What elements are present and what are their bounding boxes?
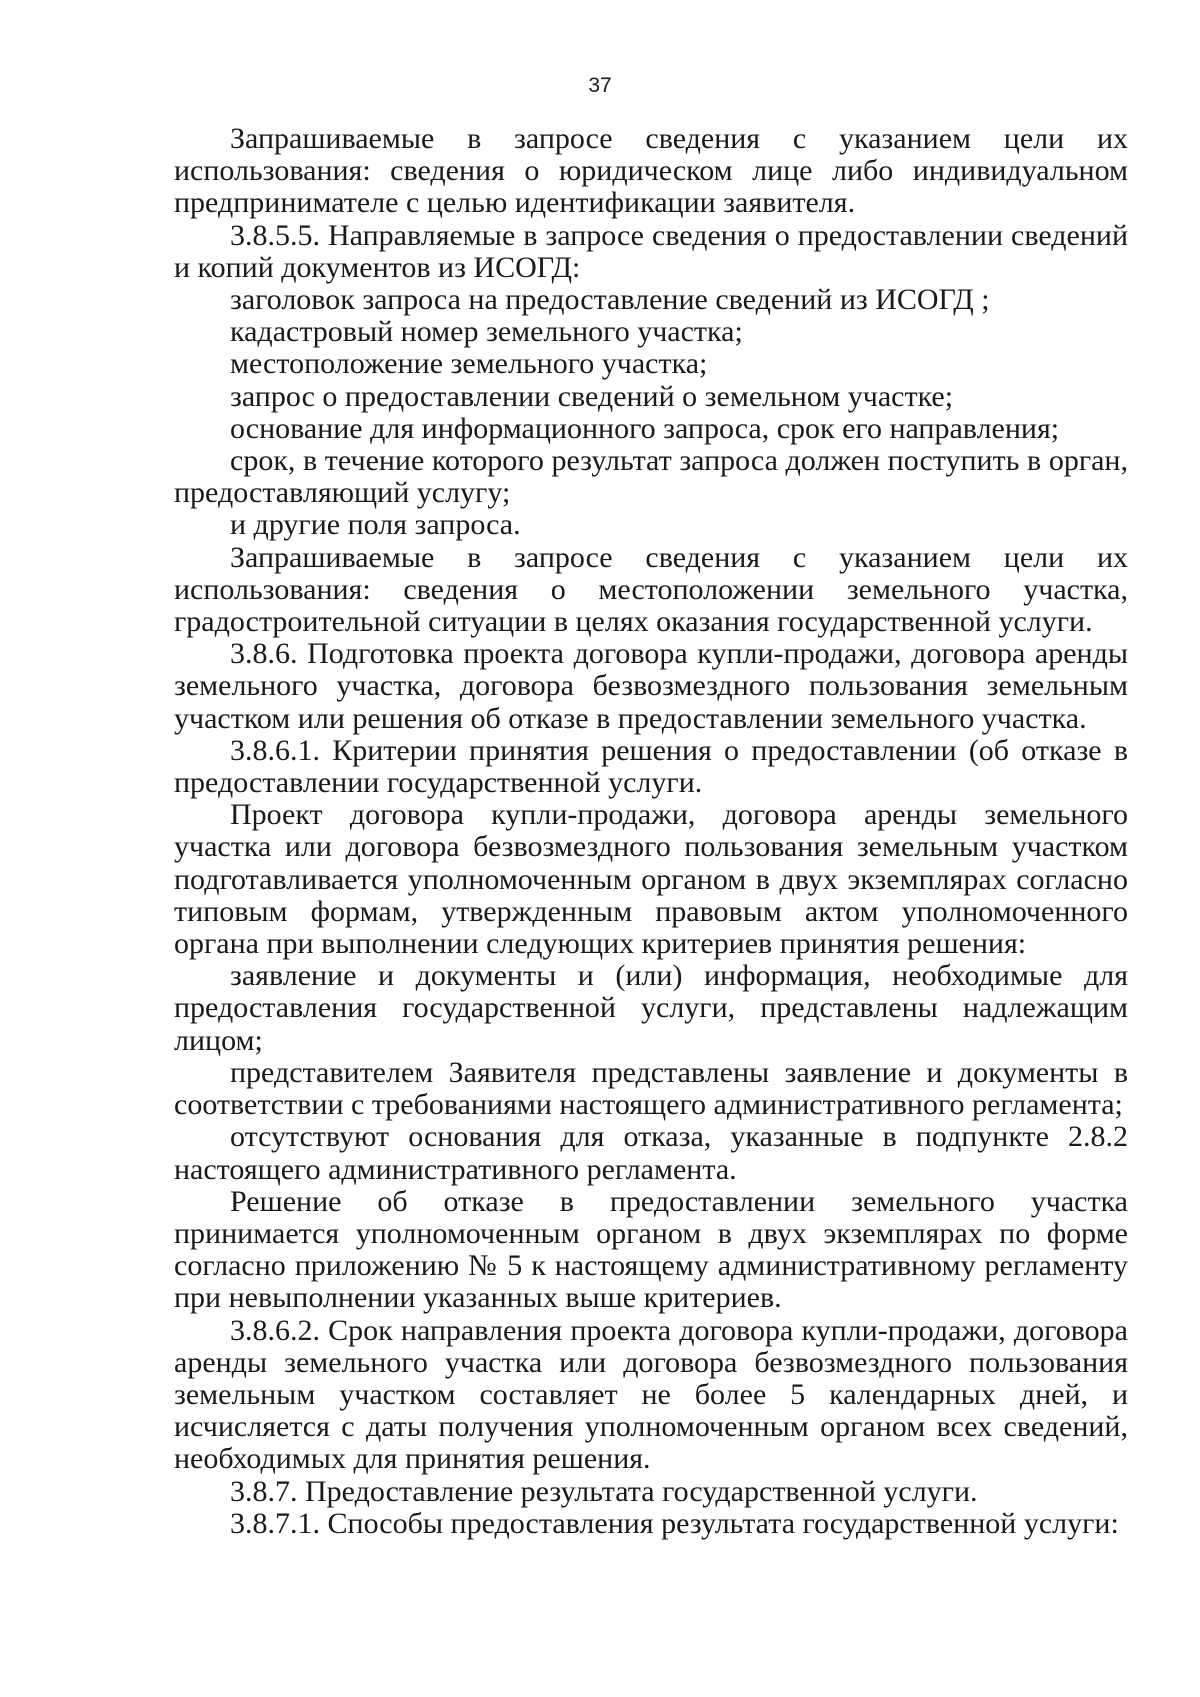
section-heading: 3.8.6.1. Критерии принятия решения о предоставлении (об отказе в предоставлении государственной услуги. bbox=[174, 733, 1128, 800]
list-item: основание для информационного запроса, срок его направления; bbox=[230, 411, 1060, 445]
list-item: запрос о предоставлении сведений о земельном участке; bbox=[230, 379, 954, 413]
list-item: срок, в течение которого результат запроса должен поступить в орган, предоставляющий услугу; bbox=[174, 444, 1128, 510]
list-item: представителем Заявителя представлены заявление и документы в соответствии с требованиями настоящего административного регламента; bbox=[174, 1055, 1128, 1122]
section-heading: 3.8.7. Предоставление результата государственной услуги. bbox=[230, 1474, 978, 1508]
paragraph: Запрашиваемые в запросе сведения с указанием цели их использования: сведения о юридическом лице либо индивидуальном предпринимателе с целью идентификации заявителя. bbox=[174, 122, 1128, 220]
list-item: отсутствуют основания для отказа, указанные в подпункте 2.8.2 настоящего административного регламента. bbox=[174, 1120, 1128, 1186]
list-item: заголовок запроса на предоставление сведений из ИСОГД ; bbox=[230, 283, 990, 317]
paragraph: Решение об отказе в предоставлении земельного участка принимается уполномоченным органом в двух экземплярах по форме согласно приложению № 5 к настоящему административному регламенту при невыполнении указанных выше критериев. bbox=[174, 1184, 1128, 1315]
document-body bbox=[174, 123, 1128, 1540]
list-item: и другие поля запроса. bbox=[230, 508, 521, 542]
list-item: заявление и документы и (или) информация, необходимые для предоставления государственной услуги, представлены надлежащим лицом; bbox=[174, 959, 1128, 1057]
page-number: 37 bbox=[588, 74, 612, 97]
paragraph: Проект договора купли-продажи, договора аренды земельного участка или договора безвозмездного пользования земельным участком подготавливается уполномоченным органом в двух экземплярах согласно типовым формам, утвержденным правовым актом уполномоченного органа при выполнении следующих критериев принятия решения: bbox=[174, 798, 1128, 961]
paragraph: Запрашиваемые в запросе сведения с указанием цели их использования: сведения о местоположении земельного участка, градостроительной ситуации в целях оказания государственной услуги. bbox=[174, 540, 1128, 639]
list-item: кадастровый номер земельного участка; bbox=[230, 315, 743, 349]
section-heading: 3.8.6.2. Срок направления проекта договора купли-продажи, договора аренды земельного участка или договора безвозмездного пользования земельным участком составляет не более 5 календарных дней, и исчисляется с даты получения уполномоченным органом всех сведений, необходимых для принятия решения. bbox=[174, 1313, 1128, 1476]
section-heading: 3.8.6. Подготовка проекта договора купли-продажи, договора аренды земельного участка, договора безвозмездного пользования земельным участком или решения об отказе в предоставлении земельного участка. bbox=[174, 637, 1128, 735]
section-heading: 3.8.7.1. Способы предоставления результата государственной услуги: bbox=[230, 1506, 1119, 1540]
list-item: местоположение земельного участка; bbox=[230, 347, 708, 381]
paragraph: 3.8.5.5. Направляемые в запросе сведения о предоставлении сведений и копий документов из ИСОГД: bbox=[174, 218, 1128, 284]
